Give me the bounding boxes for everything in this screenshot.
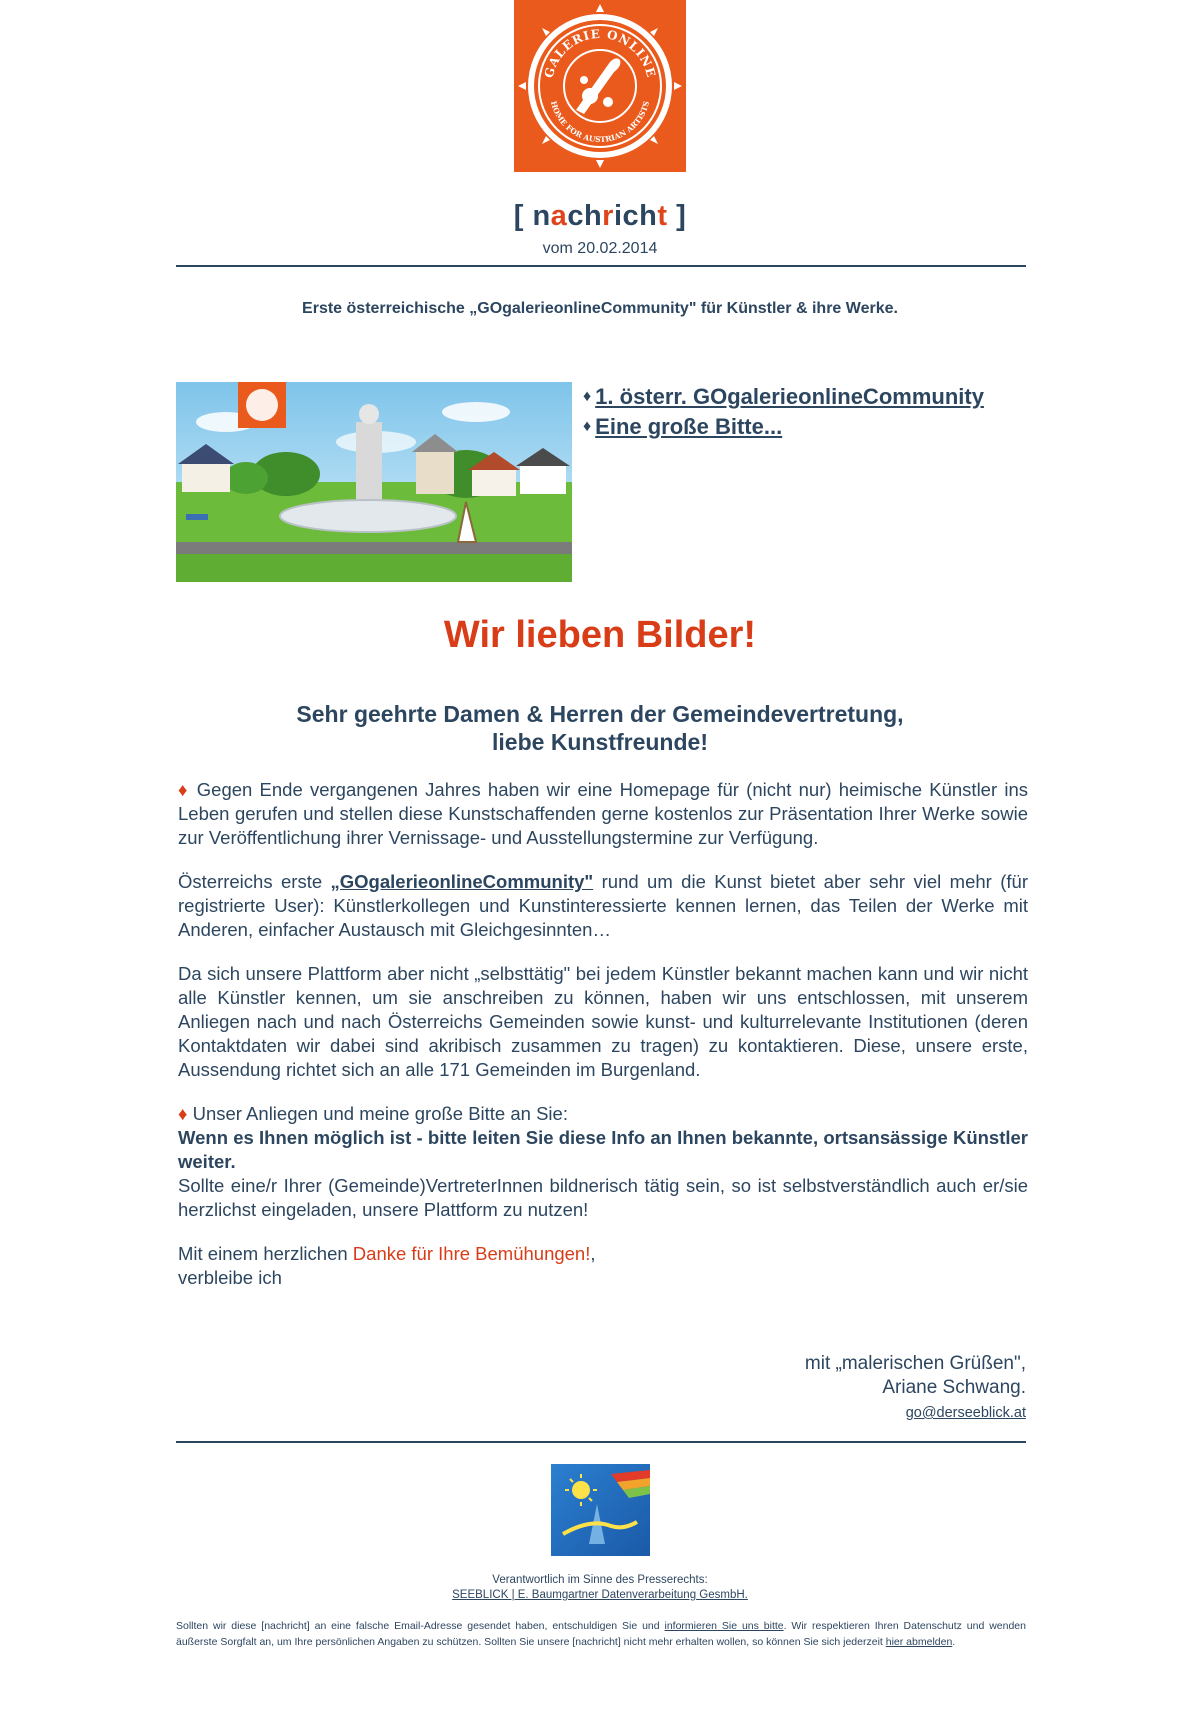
paragraph-4-request: Wenn es Ihnen möglich ist - bitte leiten Sie diese Info an Ihnen bekannte, ortsansässige Künstler weiter. xyxy=(178,1127,1028,1172)
letter-body xyxy=(178,778,1028,1310)
diamond-icon: ♦ xyxy=(178,1103,188,1124)
issue-date: vom 20.02.2014 xyxy=(542,240,658,257)
footer-divider xyxy=(176,1441,1026,1443)
diamond-icon: ♦ xyxy=(583,388,592,405)
seeblick-logo[interactable] xyxy=(551,1464,650,1556)
thanks-text: Danke für Ihre Bemühungen! xyxy=(352,1243,591,1264)
title-ich: ich xyxy=(613,200,658,232)
paragraph-3: Da sich unsere Plattform aber nicht „selbsttätig" bei jedem Künstler bekannt machen kann und wir nicht alle Künstler kennen, um sie anschreiben zu können, haben wir uns entschlossen, mit unserem Anliegen nach und nach Österreichs Gemeinden sowie kunst- und kulturrelevante Institutionen (deren Kontaktdaten wir dabei sind akribisch zusammen zu tragen) zu kontaktieren. Diese, unsere erste, Aussendung richtet sich an alle 171 Gemeinden im Burgenland. xyxy=(178,963,1028,1080)
paragraph-1-text: Gegen Ende vergangenen Jahres haben wir eine Homepage für (nicht nur) heimische Künstler ins Leben gerufen und stellen diese Kunstschaffenden gerne kostenlos zur Präsentation Ihrer Werke sowie zur Veröffentlichung ihrer Vernissage- und Ausstellungstermine zur Verfügung. xyxy=(178,779,1028,848)
signature xyxy=(805,1352,1026,1425)
fine-print xyxy=(176,1619,1026,1650)
fine-print-part3: . xyxy=(952,1635,956,1648)
galerie-online-logo xyxy=(514,0,686,172)
title-r: r xyxy=(602,200,614,232)
paragraph-5-start: Mit einem herzlichen xyxy=(178,1243,353,1264)
hero-illustration[interactable] xyxy=(176,382,572,582)
paragraph-5-line2: verbleibe ich xyxy=(178,1267,282,1288)
paragraph-2-end: rund um die Kunst bietet aber sehr viel mehr (für registrierte User): Künstlerkollegen und Kunstinteressierte kennen lernen, das Teilen der Werke mit Anderen, einfacher Austausch mit Gleichgesinnten… xyxy=(178,871,1028,940)
signature-name: Ariane Schwang. xyxy=(882,1377,1026,1398)
community-inline-link[interactable]: „GOgalerieonlineCommunity" xyxy=(330,871,594,892)
paragraph-2 xyxy=(178,870,1028,942)
responsibility-note xyxy=(0,1573,1200,1603)
village-fountain-illustration xyxy=(176,382,572,582)
header-divider xyxy=(176,265,1026,267)
paragraph-4 xyxy=(178,1102,1028,1222)
request-link[interactable]: Eine große Bitte... xyxy=(595,414,783,439)
galerie-logo-graphic xyxy=(514,0,686,172)
publisher-link[interactable]: SEEBLICK | E. Baumgartner Datenverarbeitung GesmbH. xyxy=(452,1589,748,1601)
signature-greeting: mit „malerischen Grüßen", xyxy=(804,1353,1026,1374)
community-link[interactable]: 1. österr. GOgalerieonlineCommunity xyxy=(595,384,984,409)
tagline: Erste österreichische „GOgalerieonlineCommunity" für Künstler & ihre Werke. xyxy=(302,300,898,317)
diamond-icon: ♦ xyxy=(583,418,592,435)
headline: Wir lieben Bilder! xyxy=(443,614,757,656)
page-title xyxy=(0,200,1200,233)
paragraph-1 xyxy=(178,778,1028,850)
salutation xyxy=(0,700,1200,756)
title-n: n xyxy=(532,200,551,232)
diamond-icon: ♦ xyxy=(178,779,190,800)
paragraph-4-intro: Unser Anliegen und meine große Bitte an Sie: xyxy=(192,1103,568,1124)
teaser-link-row xyxy=(583,384,984,410)
fine-print-part2: . Wir respektieren Ihren Datenschutz und wenden äußerste Sorgfalt an, um Ihre persönlichen Angaben zu schützen. Sollten Sie unsere [nachricht] nicht mehr erhalten wollen, so können Sie sich jederzeit xyxy=(176,1620,1026,1648)
logo-ring-bottom: HOME FOR AUSTRIAN ARTISTS xyxy=(548,99,652,145)
title-a: a xyxy=(550,200,568,232)
logo-ring-top: GALERIE ONLINE xyxy=(541,26,659,80)
salutation-line1: Sehr geehrte Damen & Herren der Gemeindevertretung, xyxy=(296,701,904,727)
title-ch: ch xyxy=(567,200,603,232)
paragraph-2-start: Österreichs erste xyxy=(178,871,331,892)
paragraph-4-rest: Sollte eine/r Ihrer (Gemeinde)VertreterInnen bildnerisch tätig sein, so ist selbstverständlich auch er/sie herzlichst eingeladen, unsere Plattform zu nutzen! xyxy=(178,1175,1028,1220)
salutation-line2: liebe Kunstfreunde! xyxy=(492,729,708,755)
title-bracket-open: [ xyxy=(513,200,533,232)
inform-us-link[interactable]: informieren Sie uns bitte xyxy=(664,1620,784,1632)
title-t: t xyxy=(657,200,668,232)
teaser-links xyxy=(583,384,984,444)
unsubscribe-link[interactable]: hier abmelden xyxy=(885,1635,953,1648)
fine-print-part1: Sollten wir diese [nachricht] an eine falsche Email-Adresse gesendet haben, entschuldigen Sie und xyxy=(176,1620,665,1632)
title-bracket-close: ] xyxy=(667,200,687,232)
responsibility-line: Verantwortlich im Sinne des Presserechts: xyxy=(492,1574,708,1586)
seeblick-logo-graphic xyxy=(551,1464,650,1556)
paragraph-5 xyxy=(178,1242,1028,1290)
signature-email-link[interactable]: go@derseeblick.at xyxy=(905,1405,1026,1421)
teaser-link-row xyxy=(583,414,984,440)
paragraph-5-comma: , xyxy=(590,1243,596,1264)
